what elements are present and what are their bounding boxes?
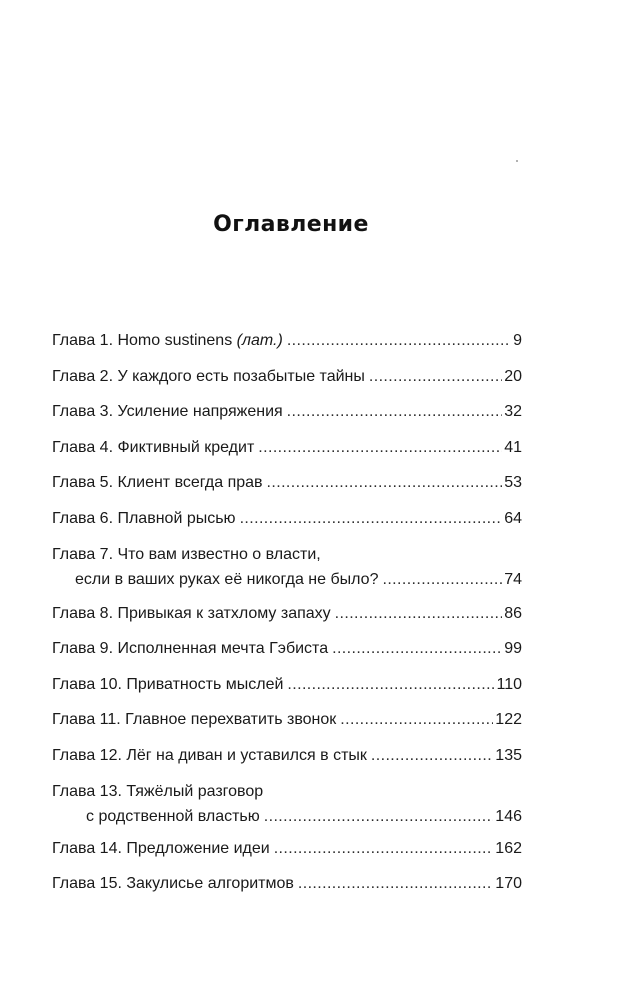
toc-entry-10-text: Глава 10. Приватность мыслей <box>52 676 284 693</box>
leader-dots <box>369 367 502 387</box>
toc-entry-10-page: 110 <box>496 676 522 693</box>
toc-entry-9-page: 99 <box>504 640 522 657</box>
toc-entry-6-page: 64 <box>504 510 522 527</box>
toc-entry-6-text: Глава 6. Плавной рысью <box>52 510 236 527</box>
toc-entry-4-page: 41 <box>504 439 522 456</box>
toc-entry-15-text: Глава 15. Закулисье алгоритмов <box>52 875 294 892</box>
leader-dots <box>382 570 502 590</box>
toc-entry-11-page: 122 <box>495 711 522 728</box>
leader-dots <box>371 746 493 766</box>
toc-entry-13-text-line1: Глава 13. Тяжёлый разговор <box>52 783 264 800</box>
toc-entry-14-text: Глава 14. Предложение идеи <box>52 840 270 857</box>
toc-entry-8-page: 86 <box>504 605 522 622</box>
toc-entry-14 <box>52 839 522 859</box>
toc-entry-13-page: 146 <box>495 808 522 825</box>
toc-title: Оглавление <box>213 212 369 237</box>
toc-entry-2-text: Глава 2. У каждого есть позабытые тайны <box>52 368 365 385</box>
toc-entry-1-page: 9 <box>513 332 522 349</box>
leader-dots <box>274 839 494 859</box>
toc-entry-3-page: 32 <box>504 403 522 420</box>
toc-entry-14-page: 162 <box>495 840 522 857</box>
toc-entry-8-text: Глава 8. Привыкая к затхлому запаху <box>52 605 331 622</box>
toc-entry-11-text: Глава 11. Главное перехватить звонок <box>52 711 337 728</box>
toc-entry-1-text: Глава 1. Homo sustinens (лат.) <box>52 332 283 349</box>
leader-dots <box>264 807 494 827</box>
toc-entry-3-text: Глава 3. Усиление напряжения <box>52 403 283 420</box>
toc-entry-12-text: Глава 12. Лёг на диван и уставился в стык <box>52 747 367 764</box>
toc-entry-2 <box>52 367 522 387</box>
toc-entry-5 <box>52 473 522 493</box>
toc-entry-7 <box>52 545 522 590</box>
leader-dots <box>240 509 503 529</box>
print-speck <box>516 160 518 162</box>
toc-entry-5-page: 53 <box>504 474 522 491</box>
toc-entry-15-page: 170 <box>495 875 522 892</box>
toc-entry-7-text-line2: если в ваших руках её никогда не было? <box>75 571 379 588</box>
toc-entry-11 <box>52 710 522 730</box>
leader-dots <box>332 639 502 659</box>
toc-entry-13 <box>52 782 522 827</box>
toc-entry-5-text: Глава 5. Клиент всегда прав <box>52 474 263 491</box>
leader-dots <box>335 604 503 624</box>
toc-entry-13-text-line2: с родственной властью <box>86 808 260 825</box>
leader-dots <box>340 710 493 730</box>
toc-entry-1-note: (лат.) <box>236 332 283 349</box>
toc-entry-15 <box>52 874 522 894</box>
leader-dots <box>287 402 503 422</box>
toc-entry-8 <box>52 604 522 624</box>
leader-dots <box>287 331 511 351</box>
leader-dots <box>298 874 493 894</box>
toc-entry-10 <box>52 675 522 695</box>
toc-entry-3 <box>52 402 522 422</box>
toc-entry-1 <box>52 331 522 351</box>
toc-entry-2-page: 20 <box>504 368 522 385</box>
leader-dots <box>258 438 502 458</box>
toc-entry-9 <box>52 639 522 659</box>
toc-entry-7-page: 74 <box>504 571 522 588</box>
leader-dots <box>267 473 503 493</box>
leader-dots <box>287 675 494 695</box>
toc-entry-12 <box>52 746 522 766</box>
toc-entry-7-text-line1: Глава 7. Что вам известно о власти, <box>52 546 321 563</box>
toc-entry-6 <box>52 509 522 529</box>
toc-entry-12-page: 135 <box>495 747 522 764</box>
toc-entry-4 <box>52 438 522 458</box>
toc-entry-9-text: Глава 9. Исполненная мечта Гэбиста <box>52 640 329 657</box>
toc-entry-4-text: Глава 4. Фиктивный кредит <box>52 439 255 456</box>
